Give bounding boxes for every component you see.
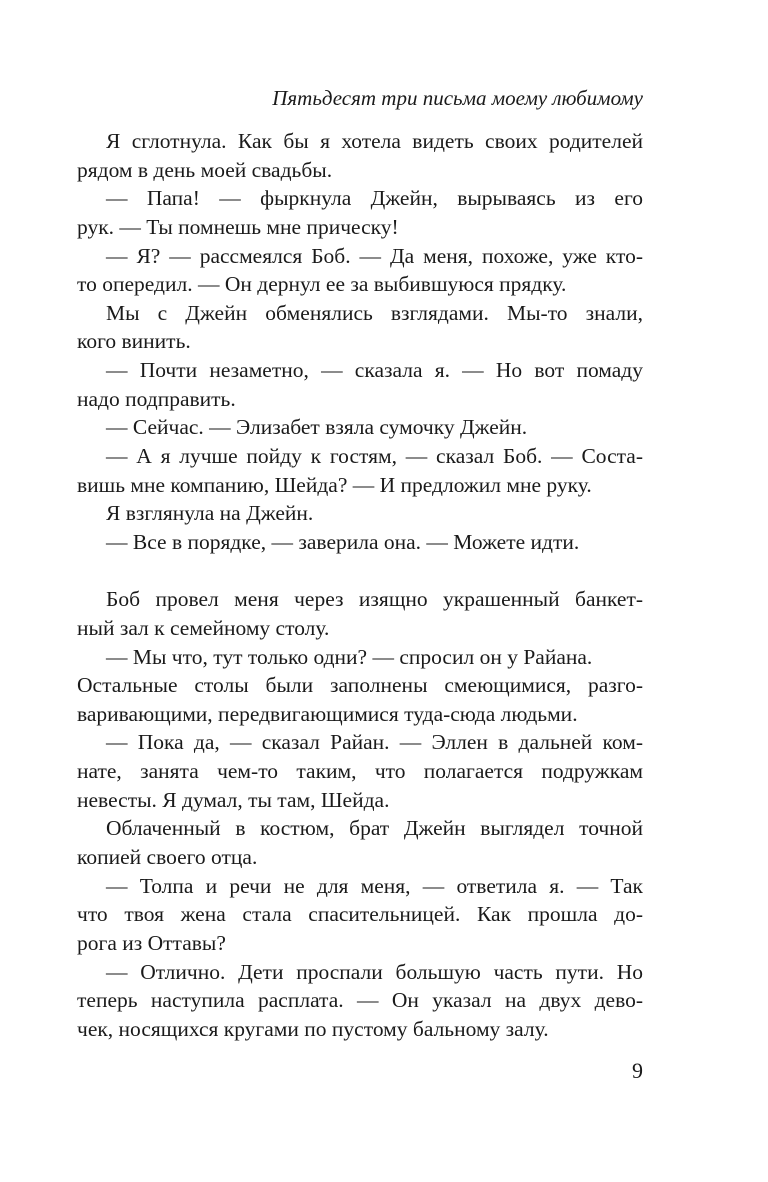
text-section-2 <box>77 585 643 1043</box>
text-line: — Отлично. Дети проспали большую часть пути. Но <box>106 959 643 984</box>
text-line: Я сглотнула. Как бы я хотела видеть своих родителей <box>106 129 643 153</box>
text-line: вишь мне компанию, Шейда? — И предложил мне руку. <box>77 472 592 497</box>
text-line: варивающими, передвигающимися туда-сюда людьми. <box>77 701 578 726</box>
text-line: рога из Оттавы? <box>77 930 226 955</box>
page-number: 9 <box>632 1058 643 1083</box>
text-line: — Толпа и речи не для меня, — ответила я. — Так <box>106 873 643 898</box>
text-line: — Мы что, тут только одни? — спросил он у Райана. <box>106 644 593 669</box>
text-line: то опередил. — Он дернул ее за выбившуюся прядку. <box>77 272 567 297</box>
text-line: кого винить. <box>77 329 191 354</box>
text-section-1 <box>77 127 643 557</box>
text-line: Боб провел меня через изящно украшенный банкет- <box>106 587 643 612</box>
text-line: — Почти незаметно, — сказала я. — Но вот помаду <box>106 358 643 383</box>
running-head: Пятьдесят три письма моему любимому <box>272 86 643 110</box>
text-line: Я взглянула на Джейн. <box>106 501 314 526</box>
text-line: рук. — Ты помнешь мне прическу! <box>77 214 399 239</box>
text-line: что твоя жена стала спасительницей. Как прошла до- <box>77 902 643 927</box>
text-line: — Папа! — фыркнула Джейн, вырываясь из его <box>106 186 643 211</box>
text-line: рядом в день моей свадьбы. <box>77 157 333 182</box>
text-line: Мы с Джейн обменялись взглядами. Мы-то знали, <box>106 300 643 325</box>
section-break <box>77 557 643 586</box>
text-line: копией своего отца. <box>77 845 258 870</box>
text-line: ный зал к семейному столу. <box>77 615 330 640</box>
text-line: — А я лучше пойду к гостям, — сказал Боб. — Соста- <box>106 444 643 469</box>
text-line: невесты. Я думал, ты там, Шейда. <box>77 787 390 812</box>
text-line: Остальные столы были заполнены смеющимися, разго- <box>77 673 643 698</box>
text-line: — Я? — рассмеялся Боб. — Да меня, похоже, уже кто- <box>106 243 643 268</box>
text-line: — Все в порядке, — заверила она. — Можете идти. <box>106 529 580 554</box>
body-text <box>77 127 643 1044</box>
text-line: надо подправить. <box>77 386 236 411</box>
text-line: теперь наступила расплата. — Он указал на двух дево- <box>77 988 643 1013</box>
text-line: Облаченный в костюм, брат Джейн выглядел точной <box>106 816 643 841</box>
text-line: — Пока да, — сказал Райан. — Эллен в дальней ком- <box>106 730 643 755</box>
text-line: нате, занята чем-то таким, что полагается подружкам <box>77 759 643 784</box>
text-line: — Сейчас. — Элизабет взяла сумочку Джейн. <box>106 415 528 440</box>
text-line: чек, носящихся кругами по пустому бальному залу. <box>77 1016 549 1041</box>
